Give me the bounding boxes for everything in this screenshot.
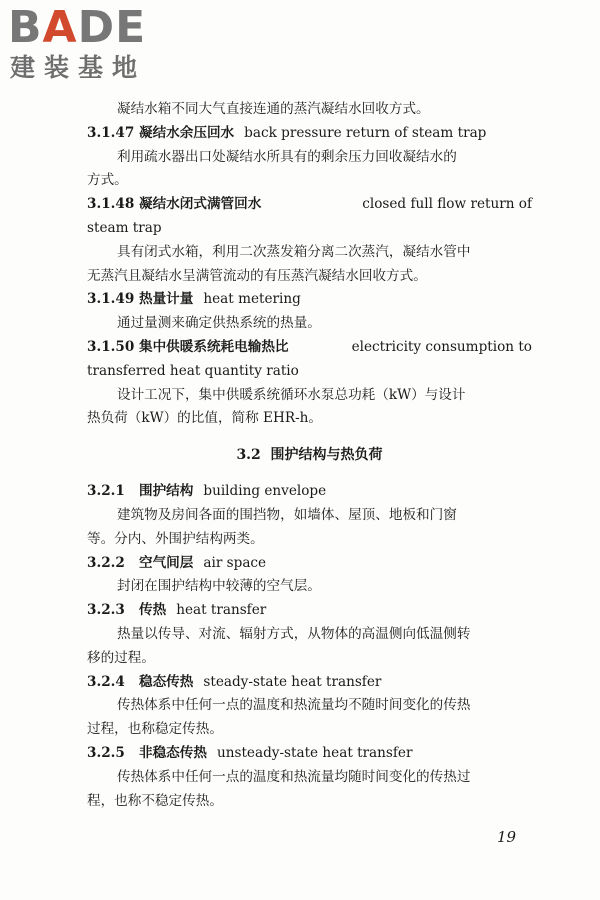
term-heading [87,336,532,360]
term-english: electricity consumption to [351,338,532,355]
term-number: 3.2.5 [87,744,125,761]
term-heading [87,552,532,576]
logo-chinese-text: 建装基地 [10,53,147,82]
term-number: 3.1.47 [87,124,135,141]
term-chinese: 集中供暖系统耗电输热比 [139,338,289,355]
term-chinese: 凝结水余压回水 [139,124,235,141]
term-english: unsteady-state heat transfer [216,744,413,761]
term-heading [87,671,532,695]
term-heading [87,480,532,504]
term-definition: 过程，也称稳定传热。 [87,721,223,738]
term-english-continued: steam trap [87,219,162,236]
term-chinese: 凝结水闭式满管回水 [139,196,262,213]
term-number: 3.1.50 [87,338,135,355]
term-definition: 等。分内、外围护结构两类。 [87,530,264,547]
section-number: 3.2 [236,447,261,464]
term-chinese: 空气间层 [139,554,194,571]
page-content [87,98,532,813]
term-definition: 通过量测来确定供热系统的热量。 [117,315,321,332]
term-heading [87,288,532,312]
term-definition: 传热体系中任何一点的温度和热流量均不随时间变化的传热 [117,697,471,714]
term-definition: 建筑物及房间各面的围挡物，如墙体、屋顶、地板和门窗 [117,506,457,523]
term-definition: 热负荷（kW）的比值，简称 EHR-h。 [87,410,323,427]
term-chinese: 围护结构 [139,483,194,500]
term-chinese: 热量计量 [139,291,194,308]
term-number: 3.2.4 [87,673,125,690]
term-definition: 利用疏水器出口处凝结水所具有的剩余压力回收凝结水的 [117,148,457,165]
term-heading [87,122,532,146]
term-definition: 移的过程。 [87,649,155,666]
term-english: building envelope [203,483,327,500]
term-heading [87,193,532,217]
term-chinese: 非稳态传热 [139,744,207,761]
term-heading [87,599,532,623]
term-heading [87,742,532,766]
term-chinese: 传热 [139,602,167,619]
term-english: back pressure return of steam trap [244,124,487,141]
logo-wordmark: BADE [8,2,147,53]
term-english: heat metering [203,291,301,308]
term-english: steady-state heat transfer [203,673,382,690]
term-english-continued: transferred heat quantity ratio [87,362,299,379]
term-number: 3.1.48 [87,196,135,213]
term-number: 3.2.3 [87,602,125,619]
term-definition: 热量以传导、对流、辐射方式，从物体的高温侧向低温侧转 [117,625,471,642]
term-definition: 无蒸汽且凝结水呈满管流动的有压蒸汽凝结水回收方式。 [87,267,427,284]
term-chinese: 稳态传热 [139,673,194,690]
term-number: 3.2.1 [87,483,125,500]
term-definition: 设计工况下，集中供暖系统循环水泵总功耗（kW）与设计 [117,386,466,403]
page-number: 19 [497,828,517,846]
term-definition: 方式。 [87,172,128,189]
term-definition: 程，也称不稳定传热。 [87,792,223,809]
term-definition: 传热体系中任何一点的温度和热流量均随时间变化的传热过 [117,768,471,785]
term-english: air space [203,554,267,571]
section-title [87,444,532,467]
term-number: 3.1.49 [87,291,135,308]
term-english: closed full flow return of [362,196,532,213]
term-definition: 封闭在围护结构中较薄的空气层。 [117,578,321,595]
term-definition: 具有闭式水箱，利用二次蒸发箱分离二次蒸汽，凝结水管中 [117,243,471,260]
term-english: heat transfer [176,602,267,619]
section-heading: 围护结构与热负荷 [270,447,383,464]
continuation-text: 凝结水箱不同大气直接连通的蒸汽凝结水回收方式。 [117,101,430,117]
term-number: 3.2.2 [87,554,125,571]
bade-logo [8,4,178,88]
